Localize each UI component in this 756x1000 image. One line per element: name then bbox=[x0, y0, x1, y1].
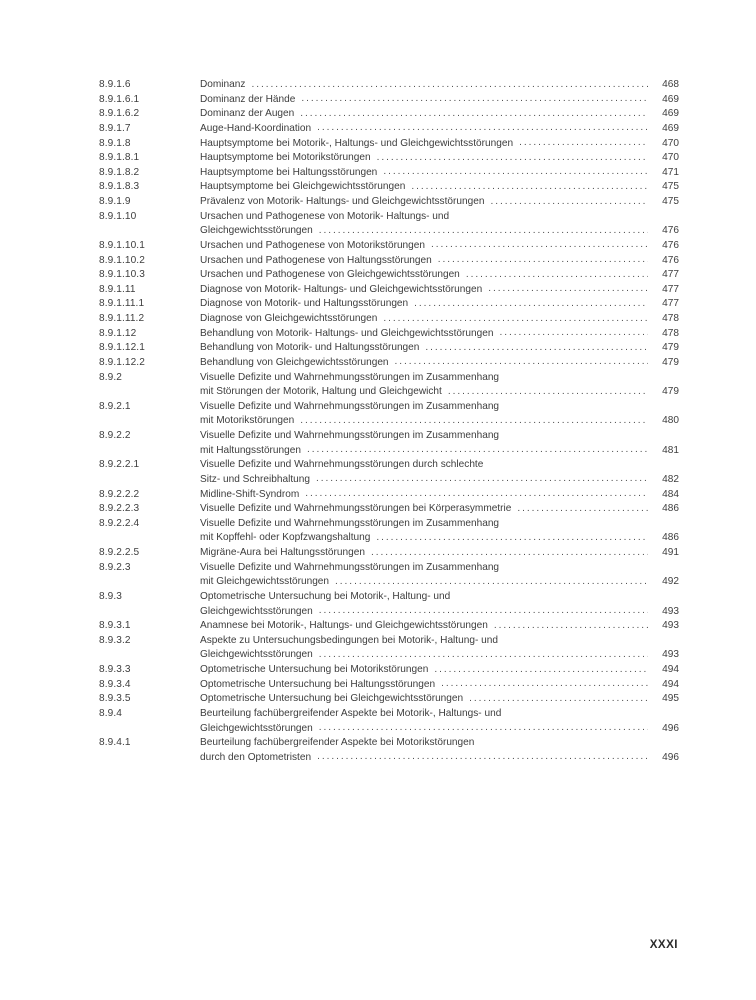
toc-entry[interactable] bbox=[99, 678, 679, 693]
toc-entry-line bbox=[200, 531, 679, 546]
toc-entry-line bbox=[200, 224, 679, 239]
toc-entry-number: 8.9.3.1 bbox=[99, 620, 131, 632]
toc-entry-line bbox=[200, 678, 679, 693]
toc-entry-number: 8.9.2.2.5 bbox=[99, 547, 140, 558]
toc-entry[interactable] bbox=[99, 517, 679, 546]
toc-entry[interactable] bbox=[99, 561, 679, 590]
toc-entry-page-number: 479 bbox=[662, 386, 679, 398]
toc-entry[interactable] bbox=[99, 327, 679, 342]
toc-entry-number: 8.9.1.10.3 bbox=[99, 269, 145, 281]
dot-leader bbox=[335, 575, 648, 590]
toc-entry-title: Prävalenz von Motorik- Haltungs- und Gleichgewichtsstörungen bbox=[200, 196, 485, 207]
toc-entry-page-number: 493 bbox=[662, 620, 679, 632]
toc-entry-line bbox=[200, 502, 679, 517]
toc-entry[interactable] bbox=[99, 122, 679, 137]
dot-leader bbox=[300, 107, 648, 122]
dot-leader bbox=[395, 355, 648, 370]
toc-entry-page-number: 476 bbox=[662, 239, 679, 251]
toc-entry-line bbox=[200, 561, 679, 576]
toc-entry-line bbox=[200, 283, 679, 298]
toc-entry-title: Behandlung von Motorik- und Haltungsstörungen bbox=[200, 342, 420, 354]
toc-entry-number: 8.9.1.7 bbox=[99, 122, 131, 134]
toc-entry[interactable] bbox=[99, 312, 679, 327]
toc-entry-title: Hauptsymptome bei Haltungsstörungen bbox=[200, 166, 378, 178]
toc-entry[interactable] bbox=[99, 590, 679, 619]
toc-entry-line bbox=[200, 488, 679, 503]
toc-entry-page-number: 496 bbox=[662, 751, 679, 763]
toc-entry-page-number: 495 bbox=[662, 693, 679, 705]
toc-entry-number: 8.9.1.11 bbox=[99, 283, 136, 295]
dot-leader bbox=[438, 253, 648, 268]
toc-entry[interactable] bbox=[99, 210, 679, 239]
toc-entry[interactable] bbox=[99, 151, 679, 166]
toc-entry-body bbox=[200, 707, 679, 736]
toc-entry-title: Ursachen und Pathogenese von Gleichgewichtsstörungen bbox=[200, 269, 460, 281]
toc-entry-title: Behandlung von Motorik- Haltungs- und Gleichgewichtsstörungen bbox=[200, 327, 494, 339]
toc-entry[interactable] bbox=[99, 166, 679, 181]
toc-entry[interactable] bbox=[99, 356, 679, 371]
toc-entry[interactable] bbox=[99, 371, 679, 400]
toc-entry-body bbox=[200, 561, 679, 590]
toc-entry-title: Behandlung von Gleichgewichtsstörungen bbox=[200, 356, 389, 368]
dot-leader bbox=[376, 531, 648, 546]
toc-entry-page-number: 469 bbox=[662, 108, 679, 120]
toc-entry[interactable] bbox=[99, 268, 679, 283]
dot-leader bbox=[317, 750, 648, 765]
toc-entry-line bbox=[200, 341, 679, 356]
dot-leader bbox=[251, 78, 648, 93]
toc-entry-body bbox=[200, 78, 679, 93]
toc-entry-title: Ursachen und Pathogenese von Haltungsstörungen bbox=[200, 254, 432, 266]
dot-leader bbox=[466, 268, 648, 283]
dot-leader bbox=[305, 487, 648, 502]
toc-entry[interactable] bbox=[99, 254, 679, 269]
toc-entry-line bbox=[200, 400, 679, 415]
toc-entry-title: Optometrische Untersuchung bei Haltungsstörungen bbox=[200, 678, 436, 690]
toc-entry-title: Visuelle Defizite und Wahrnehmungsstörungen im Zusammenhang bbox=[200, 561, 500, 573]
toc-entry-number: 8.9.1.6 bbox=[99, 79, 131, 90]
toc-entry-body bbox=[200, 268, 679, 283]
dot-leader bbox=[519, 136, 648, 151]
toc-entry-page-number: 482 bbox=[662, 473, 679, 485]
dot-leader bbox=[490, 195, 648, 210]
toc-entry-page-number: 477 bbox=[662, 269, 679, 281]
toc-entry-number: 8.9.2.2 bbox=[99, 430, 131, 441]
toc-entry-line bbox=[200, 312, 679, 327]
toc-entry[interactable] bbox=[99, 736, 679, 765]
dot-leader bbox=[448, 385, 648, 400]
toc-entry-body bbox=[200, 356, 679, 371]
toc-entry-line bbox=[200, 414, 679, 429]
toc-entry-body bbox=[200, 488, 679, 503]
toc-entry-page-number: 496 bbox=[662, 722, 679, 734]
toc-entry-body bbox=[200, 166, 679, 181]
toc-entry-body bbox=[200, 371, 679, 400]
dot-leader bbox=[377, 151, 648, 166]
toc-entry[interactable] bbox=[99, 341, 679, 356]
toc-entry-title: mit Haltungsstörungen bbox=[200, 444, 301, 456]
table-of-contents bbox=[99, 78, 679, 765]
dot-leader bbox=[494, 619, 648, 634]
dot-leader bbox=[411, 180, 648, 195]
toc-entry-body bbox=[200, 678, 679, 693]
toc-entry[interactable] bbox=[99, 297, 679, 312]
toc-entry-title: Ursachen und Pathogenese von Motorik- Haltungs- und bbox=[200, 210, 450, 222]
toc-entry[interactable] bbox=[99, 619, 679, 634]
toc-entry[interactable] bbox=[99, 458, 679, 487]
toc-entry-line bbox=[200, 78, 679, 93]
toc-entry-title: Visuelle Defizite und Wahrnehmungsstörungen im Zusammenhang bbox=[200, 430, 500, 441]
toc-entry-page-number: 476 bbox=[662, 254, 679, 266]
toc-entry-page-number: 475 bbox=[662, 196, 679, 207]
dot-leader bbox=[431, 238, 648, 253]
dot-leader bbox=[517, 502, 648, 517]
toc-entry-title: Auge-Hand-Koordination bbox=[200, 122, 312, 134]
toc-entry-number: 8.9.2 bbox=[99, 371, 122, 383]
toc-entry-title: Sitz- und Schreibhaltung bbox=[200, 473, 310, 485]
toc-entry-number: 8.9.1.12.2 bbox=[99, 356, 145, 368]
toc-entry-page-number: 477 bbox=[662, 283, 679, 295]
dot-leader bbox=[469, 692, 648, 707]
toc-entry-body bbox=[200, 151, 679, 166]
toc-entry-number: 8.9.4.1 bbox=[99, 737, 131, 749]
toc-entry-line bbox=[200, 122, 679, 137]
toc-entry-line bbox=[200, 473, 679, 488]
toc-entry-line bbox=[200, 137, 679, 152]
toc-entry-title: mit Störungen der Motorik, Haltung und Gleichgewicht bbox=[200, 386, 442, 398]
toc-entry-title: Optometrische Untersuchung bei Motorik-, Haltung- und bbox=[200, 590, 451, 602]
toc-entry-body bbox=[200, 239, 679, 254]
toc-entry-line bbox=[200, 634, 679, 649]
toc-entry-number: 8.9.1.10 bbox=[99, 210, 137, 222]
toc-entry-line bbox=[200, 210, 679, 225]
toc-entry-number: 8.9.1.6.2 bbox=[99, 108, 140, 120]
toc-entry-title: Hauptsymptome bei Motorik-, Haltungs- und Gleichgewichtsstörungen bbox=[200, 137, 514, 149]
toc-entry-title: Gleichgewichtsstörungen bbox=[200, 722, 313, 734]
toc-entry-title: Optometrische Untersuchung bei Gleichgewichtsstörungen bbox=[200, 693, 464, 705]
toc-entry-line bbox=[200, 385, 679, 400]
toc-entry-title: mit Gleichgewichtsstörungen bbox=[200, 576, 330, 588]
toc-entry-number: 8.9.4 bbox=[99, 707, 122, 719]
dot-leader bbox=[319, 604, 648, 619]
dot-leader bbox=[383, 312, 648, 327]
toc-entry-line bbox=[200, 575, 679, 590]
toc-entry[interactable] bbox=[99, 78, 679, 93]
dot-leader bbox=[317, 121, 648, 136]
toc-entry-number: 8.9.1.11.1 bbox=[99, 298, 145, 310]
dot-leader bbox=[319, 648, 648, 663]
toc-entry-title: Dominanz bbox=[200, 79, 246, 90]
dot-leader bbox=[307, 443, 648, 458]
toc-entry-title: Dominanz der Augen bbox=[200, 108, 295, 120]
dot-leader bbox=[434, 663, 648, 678]
toc-entry-number: 8.9.1.9 bbox=[99, 196, 131, 207]
dot-leader bbox=[319, 721, 648, 736]
toc-entry-title: Visuelle Defizite und Wahrnehmungsstörungen im Zusammenhang bbox=[200, 400, 500, 412]
dot-leader bbox=[319, 224, 648, 239]
toc-entry-number: 8.9.3 bbox=[99, 590, 122, 602]
toc-entry-body bbox=[200, 137, 679, 152]
dot-leader bbox=[301, 92, 648, 107]
toc-entry-page-number: 475 bbox=[662, 181, 679, 193]
toc-entry-title: Gleichgewichtsstörungen bbox=[200, 649, 313, 661]
toc-entry-body bbox=[200, 429, 679, 458]
toc-entry-body bbox=[200, 736, 679, 765]
toc-entry-title: Dominanz der Hände bbox=[200, 93, 296, 105]
toc-entry-line bbox=[200, 297, 679, 312]
toc-entry-title: Ursachen und Pathogenese von Motorikstörungen bbox=[200, 239, 426, 251]
toc-entry-title: Gleichgewichtsstörungen bbox=[200, 605, 313, 617]
toc-entry-body bbox=[200, 283, 679, 298]
toc-entry-title: Aspekte zu Untersuchungsbedingungen bei Motorik-, Haltung- und bbox=[200, 634, 498, 646]
toc-entry-body bbox=[200, 210, 679, 239]
toc-entry-title: Migräne-Aura bei Haltungsstörungen bbox=[200, 547, 365, 558]
toc-entry[interactable] bbox=[99, 400, 679, 429]
toc-entry-number: 8.9.1.10.1 bbox=[99, 239, 145, 251]
toc-entry-body bbox=[200, 634, 679, 663]
toc-entry-title: Anamnese bei Motorik-, Haltungs- und Gleichgewichtsstörungen bbox=[200, 620, 488, 632]
toc-entry-line bbox=[200, 590, 679, 605]
toc-entry-title: Midline-Shift-Syndrom bbox=[200, 488, 300, 500]
toc-entry-line bbox=[200, 327, 679, 342]
toc-entry-title: mit Kopffehl- oder Kopfzwangshaltung bbox=[200, 532, 371, 544]
toc-entry-line bbox=[200, 254, 679, 269]
toc-entry-number: 8.9.3.4 bbox=[99, 678, 131, 690]
toc-entry-page-number: 492 bbox=[662, 576, 679, 588]
toc-entry-body bbox=[200, 122, 679, 137]
dot-leader bbox=[499, 326, 648, 341]
toc-entry-number: 8.9.3.2 bbox=[99, 634, 131, 646]
toc-entry-body bbox=[200, 663, 679, 678]
toc-entry-number: 8.9.3.3 bbox=[99, 664, 131, 675]
toc-entry[interactable] bbox=[99, 429, 679, 458]
toc-entry-number: 8.9.1.11.2 bbox=[99, 313, 145, 324]
dot-leader bbox=[316, 472, 648, 487]
toc-entry[interactable] bbox=[99, 195, 679, 210]
toc-entry-title: Optometrische Untersuchung bei Motorikstörungen bbox=[200, 664, 429, 675]
dot-leader bbox=[414, 297, 648, 312]
toc-entry-page-number: 480 bbox=[662, 415, 679, 427]
toc-entry[interactable] bbox=[99, 137, 679, 152]
toc-entry-title: Hauptsymptome bei Gleichgewichtsstörungen bbox=[200, 181, 406, 193]
toc-entry[interactable] bbox=[99, 283, 679, 298]
toc-entry-body bbox=[200, 107, 679, 122]
toc-entry-page-number: 478 bbox=[662, 313, 679, 324]
toc-entry-page-number: 476 bbox=[662, 225, 679, 237]
toc-entry-page-number: 484 bbox=[662, 488, 679, 500]
toc-entry-page-number: 479 bbox=[662, 356, 679, 368]
toc-entry[interactable] bbox=[99, 180, 679, 195]
toc-entry[interactable] bbox=[99, 93, 679, 108]
toc-entry-title: mit Motorikstörungen bbox=[200, 415, 295, 427]
toc-entry-body bbox=[200, 502, 679, 517]
toc-entry-line bbox=[200, 692, 679, 707]
toc-entry-title: Visuelle Defizite und Wahrnehmungsstörungen im Zusammenhang bbox=[200, 371, 500, 383]
toc-entry[interactable] bbox=[99, 634, 679, 663]
toc-entry-body bbox=[200, 590, 679, 619]
toc-entry-page-number: 493 bbox=[662, 649, 679, 661]
toc-entry-number: 8.9.2.2.2 bbox=[99, 488, 140, 500]
toc-entry-body bbox=[200, 297, 679, 312]
toc-entry-page-number: 494 bbox=[662, 664, 679, 675]
toc-entry-title: Diagnose von Motorik- Haltungs- und Gleichgewichtsstörungen bbox=[200, 283, 483, 295]
toc-entry-body bbox=[200, 254, 679, 269]
toc-entry-page-number: 471 bbox=[662, 166, 679, 178]
toc-entry-body bbox=[200, 546, 679, 561]
toc-entry-page-number: 486 bbox=[662, 503, 679, 515]
toc-entry[interactable] bbox=[99, 502, 679, 517]
toc-entry-line bbox=[200, 605, 679, 620]
toc-entry-body bbox=[200, 312, 679, 327]
toc-entry-page-number: 494 bbox=[662, 678, 679, 690]
toc-entry-title: Diagnose von Motorik- und Haltungsstörungen bbox=[200, 298, 409, 310]
toc-entry-page-number: 468 bbox=[662, 79, 679, 90]
toc-entry-page-number: 470 bbox=[662, 152, 679, 164]
toc-entry-line bbox=[200, 619, 679, 634]
toc-entry-body bbox=[200, 458, 679, 487]
toc-entry-line bbox=[200, 736, 679, 751]
toc-entry-page-number: 481 bbox=[662, 444, 679, 456]
toc-entry-number: 8.9.1.12 bbox=[99, 327, 137, 339]
toc-entry-body bbox=[200, 692, 679, 707]
toc-entry-title: Diagnose von Gleichgewichtsstörungen bbox=[200, 313, 378, 324]
dot-leader bbox=[300, 414, 648, 429]
toc-entry-number: 8.9.1.10.2 bbox=[99, 254, 145, 266]
toc-entry[interactable] bbox=[99, 707, 679, 736]
toc-entry-line bbox=[200, 356, 679, 371]
toc-entry-title: Gleichgewichtsstörungen bbox=[200, 225, 313, 237]
toc-entry-line bbox=[200, 546, 679, 561]
toc-entry[interactable] bbox=[99, 239, 679, 254]
toc-entry-body bbox=[200, 180, 679, 195]
toc-entry-line bbox=[200, 648, 679, 663]
toc-entry-page-number: 491 bbox=[662, 547, 679, 558]
toc-entry-line bbox=[200, 195, 679, 210]
toc-entry-title: Beurteilung fachübergreifender Aspekte bei Motorik-, Haltungs- und bbox=[200, 707, 502, 719]
toc-entry-line bbox=[200, 107, 679, 122]
toc-entry-body bbox=[200, 517, 679, 546]
toc-entry-line bbox=[200, 458, 679, 473]
dot-leader bbox=[371, 546, 648, 561]
dot-leader bbox=[383, 165, 648, 180]
toc-entry-body bbox=[200, 400, 679, 429]
toc-entry-title: Visuelle Defizite und Wahrnehmungsstörungen im Zusammenhang bbox=[200, 517, 500, 529]
toc-entry-line bbox=[200, 707, 679, 722]
toc-entry-number: 8.9.2.3 bbox=[99, 561, 131, 573]
toc-entry-line bbox=[200, 663, 679, 678]
page-folio: XXXI bbox=[649, 938, 678, 951]
toc-entry-title: durch den Optometristen bbox=[200, 751, 312, 763]
toc-entry-line bbox=[200, 239, 679, 254]
toc-entry-number: 8.9.2.2.1 bbox=[99, 459, 140, 471]
toc-entry-page-number: 470 bbox=[662, 137, 679, 149]
toc-entry-line bbox=[200, 444, 679, 459]
toc-entry-line bbox=[200, 268, 679, 283]
toc-entry-title: Beurteilung fachübergreifender Aspekte bei Motorikstörungen bbox=[200, 737, 475, 749]
toc-entry[interactable] bbox=[99, 107, 679, 122]
toc-entry-line bbox=[200, 371, 679, 386]
toc-entry-title: Visuelle Defizite und Wahrnehmungsstörungen bei Körperasymmetrie bbox=[200, 503, 512, 515]
toc-entry-number: 8.9.1.6.1 bbox=[99, 93, 140, 105]
toc-entry-title: Hauptsymptome bei Motorikstörungen bbox=[200, 152, 371, 164]
toc-entry-number: 8.9.2.1 bbox=[99, 400, 131, 412]
toc-entry-line bbox=[200, 517, 679, 532]
toc-entry[interactable] bbox=[99, 663, 679, 678]
toc-entry-number: 8.9.1.8.2 bbox=[99, 166, 140, 178]
toc-entry-number: 8.9.1.8.3 bbox=[99, 181, 140, 193]
toc-entry-body bbox=[200, 619, 679, 634]
toc-entry-title: Visuelle Defizite und Wahrnehmungsstörungen durch schlechte bbox=[200, 459, 484, 471]
toc-entry-line bbox=[200, 722, 679, 737]
toc-entry-body bbox=[200, 327, 679, 342]
toc-entry-number: 8.9.1.8.1 bbox=[99, 152, 140, 164]
toc-entry-line bbox=[200, 429, 679, 444]
toc-entry-number: 8.9.2.2.3 bbox=[99, 503, 140, 515]
toc-entry-page-number: 477 bbox=[662, 298, 679, 310]
toc-entry-number: 8.9.1.12.1 bbox=[99, 342, 145, 354]
dot-leader bbox=[441, 677, 648, 692]
dot-leader bbox=[425, 341, 648, 356]
toc-entry-number: 8.9.1.8 bbox=[99, 137, 131, 149]
toc-entry-page-number: 493 bbox=[662, 605, 679, 617]
toc-entry-page-number: 479 bbox=[662, 342, 679, 354]
toc-entry-page-number: 478 bbox=[662, 327, 679, 339]
toc-entry-line bbox=[200, 166, 679, 181]
toc-entry-body bbox=[200, 93, 679, 108]
toc-entry-page-number: 469 bbox=[662, 122, 679, 134]
toc-entry-line bbox=[200, 751, 679, 766]
toc-entry[interactable] bbox=[99, 692, 679, 707]
toc-entry-number: 8.9.2.2.4 bbox=[99, 517, 140, 529]
toc-entry-line bbox=[200, 151, 679, 166]
toc-entry-number: 8.9.3.5 bbox=[99, 693, 131, 705]
toc-entry[interactable] bbox=[99, 488, 679, 503]
toc-entry-line bbox=[200, 180, 679, 195]
toc-entry-line bbox=[200, 93, 679, 108]
toc-entry-page-number: 469 bbox=[662, 93, 679, 105]
toc-entry-page-number: 486 bbox=[662, 532, 679, 544]
toc-entry-body bbox=[200, 341, 679, 356]
dot-leader bbox=[488, 282, 648, 297]
toc-entry[interactable] bbox=[99, 546, 679, 561]
toc-entry-body bbox=[200, 195, 679, 210]
